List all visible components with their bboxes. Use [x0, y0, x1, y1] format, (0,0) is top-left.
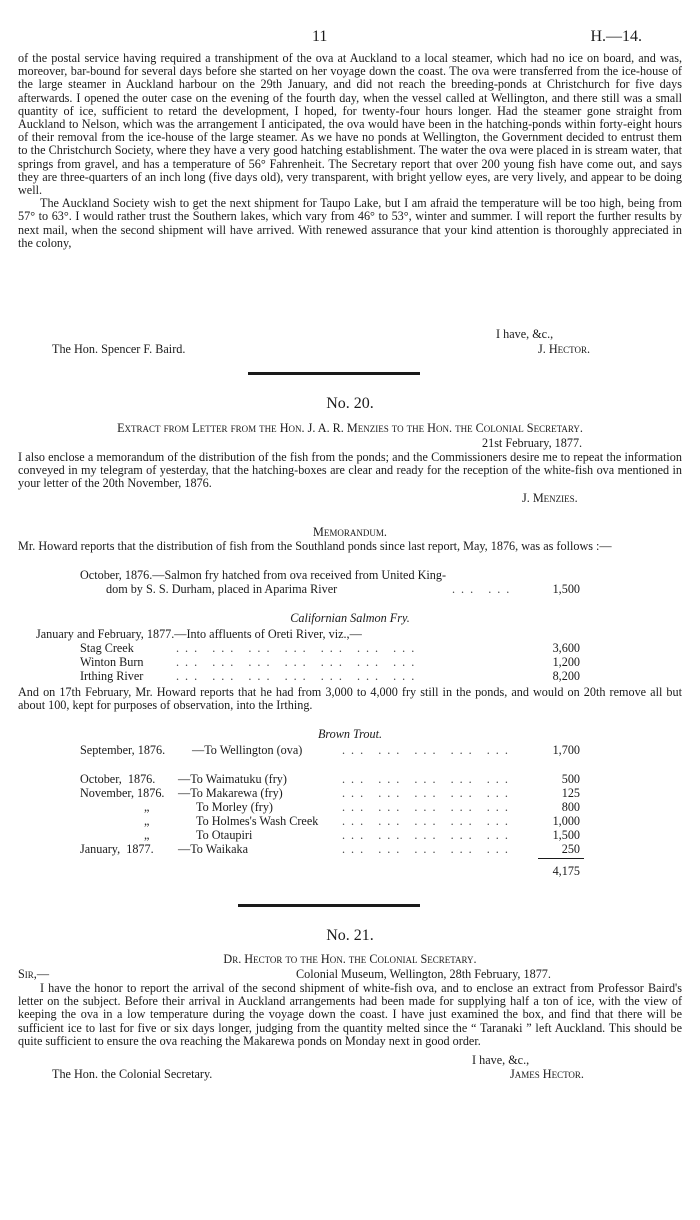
- brown-trout-title: Brown Trout.: [317, 727, 383, 741]
- trout-first-date: September, 1876.: [80, 743, 166, 757]
- no21-body: I have the honor to report the arrival of the second shipment of white-fish ova, and to enclose an extract from Professor Baird's letter on the subject. Before their arrival in Auckland arrangements had been made for supplying half a ton of ice, with the view of keeping the ova in a low temperature during the voyage down the coast. I have just examined the box, and find that there will be sufficient ice to last for five or six days longer, judging from the quantity melted since the “ Taranaki ” left Auckland. This should be quite sufficient to ensure the ova reaching the Makarewa ponds on Monday next in good order.: [18, 981, 682, 1048]
- trout-row-date: „: [144, 814, 150, 828]
- letter1-addressee: The Hon. Spencer F. Baird.: [52, 342, 186, 356]
- californian-row-label: Stag Creek: [80, 641, 134, 655]
- section-heading-no20: No. 20.: [326, 395, 374, 412]
- page-number: 11: [312, 28, 328, 45]
- californian-note: And on 17th February, Mr. Howard reports that he had from 3,000 to 4,000 fry still in the ponds, and would on 20th remove all but about 100, kept for purposes of observation, into the Irthing.: [18, 685, 682, 713]
- no20-signature: J. Menzies.: [522, 491, 578, 505]
- trout-row-label: To Morley (fry): [196, 800, 273, 814]
- trout-row-date: „: [144, 800, 150, 814]
- trout-total: 4,175: [552, 864, 580, 878]
- no21-place-date: Colonial Museum, Wellington, 28th February, 1877.: [296, 967, 551, 981]
- trout-row-date: October, 1876.: [80, 772, 156, 786]
- trout-row-label: —To Waikaka: [178, 842, 249, 856]
- trout-row-value: 125: [561, 786, 580, 800]
- trout-first-label: —To Wellington (ova): [192, 743, 303, 757]
- memorandum-title: Memorandum.: [313, 525, 387, 539]
- trout-row-date: „: [144, 828, 150, 842]
- no21-closing: I have, &c.,: [472, 1053, 530, 1067]
- no21-salutation: Sir,—: [18, 967, 50, 981]
- californian-row-value: 8,200: [552, 669, 580, 683]
- letter1-body: [18, 52, 682, 250]
- no21-subtitle: Dr. Hector to the Hon. the Colonial Secretary.: [223, 952, 477, 966]
- trout-row-leader: ... ... ... ... ...: [342, 800, 514, 814]
- trout-row-value: 500: [561, 772, 580, 786]
- trout-row-leader: ... ... ... ... ...: [342, 772, 514, 786]
- no20-body: I also enclose a memorandum of the distribution of the fish from the ponds; and the Commissioners desire me to repeat the information conveyed in my telegram of yesterday, that the hatching-boxes are clear and ready for the reception of the white-fish ova mentioned in your letter of the 20th November, 1876.: [18, 450, 682, 491]
- letter1-closing: I have, &c.,: [496, 327, 554, 341]
- californian-row-value: 3,600: [552, 641, 580, 655]
- trout-row-leader: ... ... ... ... ...: [342, 814, 514, 828]
- salmon-leader: ... ...: [452, 582, 516, 596]
- section-divider: [248, 372, 420, 375]
- californian-row-label: Irthing River: [80, 669, 144, 683]
- memorandum-intro: Mr. Howard reports that the distribution of fish from the Southland ponds since last report, May, 1876, was as follows :—: [18, 539, 612, 553]
- letter1-paragraph-1: of the postal service having required a transhipment of the ova at Auckland to a local steamer, which had no ice on board, and was, moreover, bar-bound for several days before she started on her voyage down the coast. The ova were transferred from the ice-house of the large steamer in Auckland harbour on the 29th January, and did not reach the breeding-ponds at Christchurch for five days afterwards. I opened the outer case on the evening of the fourth day, when the vessel called at Wellington, and there still was a small quantity of ice, sufficient to retard the development, I hoped, for twenty-four hours longer. Had the steamer gone straight from Auckland to Nelson, which was the arrangement I anticipated, the ova would have been in the hatching-ponds within forty-eight hours of their removal from the ice-house of the large steamer. As we have no ponds at Wellington, the Government decided to entrust them to the Christchurch Society, where they have a very good hatching establishment. The water the ova were placed in is stream water, that springs from gravel, and has a temperature of 56° Fahrenheit. The Secretary report that over 200 young fish have come out, and says they are three-quarters of an inch long (five days old), very transparent, with bright yellow eyes, are very lively, and appear to be doing well.: [18, 51, 682, 198]
- trout-row-date: January, 1877.: [80, 842, 154, 856]
- salmon-line-2: [106, 583, 506, 596]
- trout-row-leader: ... ... ... ... ...: [342, 842, 514, 856]
- trout-row-value: 1,500: [552, 828, 580, 842]
- letter1-paragraph-2: The Auckland Society wish to get the next shipment for Taupo Lake, but I am afraid the temperature will be too high, being from 57° to 63°. I would rather trust the Southern lakes, which vary from 46° to 53°, winter and summer. I will report the further results by next mail, when the second shipment will have arrived. With renewed assurance that your kind attention is thoroughly appreciated in the colony,: [18, 196, 682, 250]
- no21-signature: James Hector.: [510, 1067, 584, 1081]
- trout-row-label: —To Makarewa (fry): [178, 786, 283, 800]
- trout-row-value: 1,000: [552, 814, 580, 828]
- salmon-line-2-text: dom by S. S. Durham, placed in Aparima River: [106, 582, 338, 596]
- trout-row-value: 250: [561, 842, 580, 856]
- trout-row-leader: ... ... ... ... ...: [342, 786, 514, 800]
- californian-salmon-title: Californian Salmon Fry.: [290, 611, 410, 625]
- section-divider: [238, 904, 420, 907]
- trout-row-leader: ... ... ... ... ...: [342, 828, 514, 842]
- trout-first-leader: ... ... ... ... ...: [342, 743, 514, 757]
- salmon-line-1: October, 1876.—Salmon fry hatched from ova received from United King-: [80, 568, 447, 582]
- trout-row-label: To Otaupiri: [196, 828, 253, 842]
- document-reference: H.—14.: [590, 28, 642, 45]
- californian-intro: January and February, 1877.—Into affluents of Oreti River, viz.,—: [36, 627, 362, 641]
- californian-row-leader: ... ... ... ... ... ... ...: [176, 669, 421, 683]
- californian-row-leader: ... ... ... ... ... ... ...: [176, 655, 421, 669]
- trout-first-value: 1,700: [552, 743, 580, 757]
- total-rule: [538, 858, 584, 859]
- californian-row-leader: ... ... ... ... ... ... ...: [176, 641, 421, 655]
- californian-row-value: 1,200: [552, 655, 580, 669]
- trout-row-label: To Holmes's Wash Creek: [196, 814, 319, 828]
- trout-row-label: —To Waimatuku (fry): [178, 772, 287, 786]
- trout-row-value: 800: [561, 800, 580, 814]
- no20-date: 21st February, 1877.: [482, 436, 583, 450]
- trout-row-date: November, 1876.: [80, 786, 165, 800]
- no21-addressee: The Hon. the Colonial Secretary.: [52, 1067, 213, 1081]
- californian-row-label: Winton Burn: [80, 655, 144, 669]
- letter1-signature: J. Hector.: [538, 342, 591, 356]
- section-heading-no21: No. 21.: [326, 927, 374, 944]
- no20-subtitle: Extract from Letter from the Hon. J. A. R. Menzies to the Hon. the Colonial Secretary.: [117, 421, 583, 435]
- salmon-value: 1,500: [552, 582, 580, 596]
